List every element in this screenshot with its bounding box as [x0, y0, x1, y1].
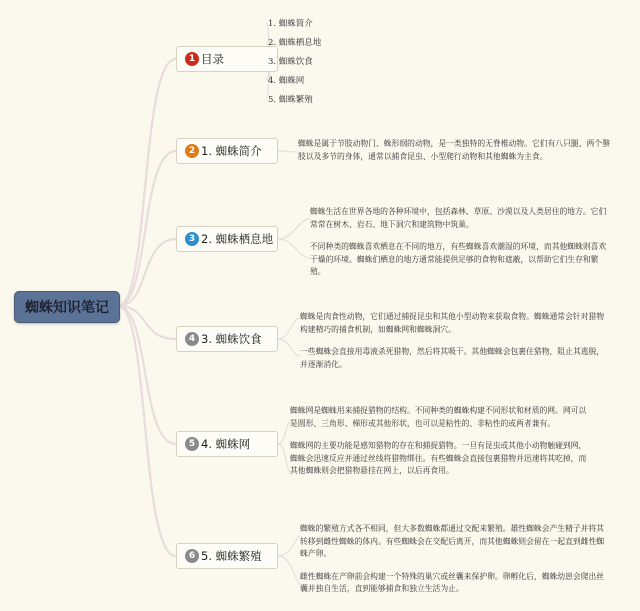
toc-item[interactable]: 4. 蜘蛛网: [268, 76, 305, 86]
toc-item[interactable]: 5. 蜘蛛繁殖: [268, 95, 313, 105]
note-habitat: [310, 206, 610, 289]
root-title: 蜘蛛知识笔记: [25, 300, 109, 316]
topic-label: 5. 蜘蛛繁殖: [201, 549, 262, 563]
topic-habitat[interactable]: [176, 226, 278, 252]
note-paragraph: 一些蜘蛛会直接用毒液杀死猎物，然后将其吸干。其他蜘蛛会包裹住猎物，阻止其逃脱，并逐渐消化。: [300, 347, 605, 369]
note-paragraph: 蜘蛛网是蜘蛛用来捕捉猎物的结构。不同种类的蜘蛛构建不同形状和材质的网。网可以是圆形、三角形、梯形或其他形状，也可以是粘性的、非粘性的或两者兼有。: [290, 406, 587, 428]
toc-list: [268, 15, 321, 110]
note-paragraph: 蜘蛛是属于节肢动物门、蛛形纲的动物，是一类独特的无脊椎动物。它们有八只腿、两个螯肢以及多节的身体，通常以捕食昆虫、小型爬行动物和其他蜘蛛为主食。: [298, 139, 610, 161]
note-paragraph: 蜘蛛生活在世界各地的各种环境中，包括森林、草原、沙漠以及人类居住的地方。它们常常在树木、岩石、地下洞穴和建筑物中筑巢。: [310, 207, 607, 229]
topic-web[interactable]: [176, 431, 278, 457]
topic-label: 3. 蜘蛛饮食: [201, 332, 262, 346]
topic-intro[interactable]: [176, 138, 278, 164]
number-badge: 1: [185, 52, 199, 66]
topic-label: 2. 蜘蛛栖息地: [201, 232, 274, 246]
number-badge: 3: [185, 232, 199, 246]
note-paragraph: 不同种类的蜘蛛喜欢栖息在不同的地方，有些蜘蛛喜欢潮湿的环境，而其他蜘蛛则喜欢干燥的环境。蜘蛛们栖息的地方通常能提供足够的食物和遮蔽，以帮助它们生存和繁殖。: [310, 242, 607, 276]
note-intro: [298, 138, 614, 173]
toc-item[interactable]: 3. 蜘蛛饮食: [268, 57, 313, 67]
topic-label: 目录: [201, 52, 224, 66]
note-paragraph: 蜘蛛的繁殖方式各不相同，但大多数蜘蛛都通过交配来繁殖。雄性蜘蛛会产生精子并将其转移到雌性蜘蛛的体内。有些蜘蛛会在交配后离开，而其他蜘蛛则会留在一起直到雌性蜘蛛产卵。: [300, 524, 605, 558]
topic-label: 4. 蜘蛛网: [201, 437, 251, 451]
toc-item[interactable]: 2. 蜘蛛栖息地: [268, 38, 322, 48]
number-badge: 5: [185, 437, 199, 451]
number-badge: 6: [185, 549, 199, 563]
note-diet: [300, 311, 610, 381]
toc-item[interactable]: 1. 蜘蛛简介: [268, 19, 313, 29]
topic-toc[interactable]: [176, 46, 278, 72]
number-badge: 4: [185, 332, 199, 346]
topic-diet[interactable]: [176, 326, 278, 352]
number-badge: 2: [185, 144, 199, 158]
note-web: [290, 405, 592, 488]
topic-label: 1. 蜘蛛简介: [201, 144, 262, 158]
note-reproduction: [300, 523, 606, 606]
note-paragraph: 蜘蛛是肉食性动物，它们通过捕捉昆虫和其他小型动物来获取食物。蜘蛛通常会针对猎物构建精巧的捕食机制，如蜘蛛网和蜘蛛洞穴。: [300, 312, 605, 334]
root-topic[interactable]: [14, 291, 120, 323]
note-paragraph: 雌性蜘蛛在产卵前会构建一个特殊的巢穴或丝囊来保护卵。卵孵化后，蜘蛛幼崽会爬出丝囊并独自生活，直到能够捕食和独立生活为止。: [300, 571, 605, 593]
topic-reproduction[interactable]: [176, 543, 278, 569]
note-paragraph: 蜘蛛网的主要功能是感知猎物的存在和捕捉猎物。一旦有昆虫或其他小动物触碰到网，蜘蛛会迅速反应并通过丝线将猎物绑住。有些蜘蛛会直接包裹猎物并迅速将其吃掉，而其他蜘蛛则会把猎物悬挂在网上，以后再食用。: [290, 441, 587, 475]
